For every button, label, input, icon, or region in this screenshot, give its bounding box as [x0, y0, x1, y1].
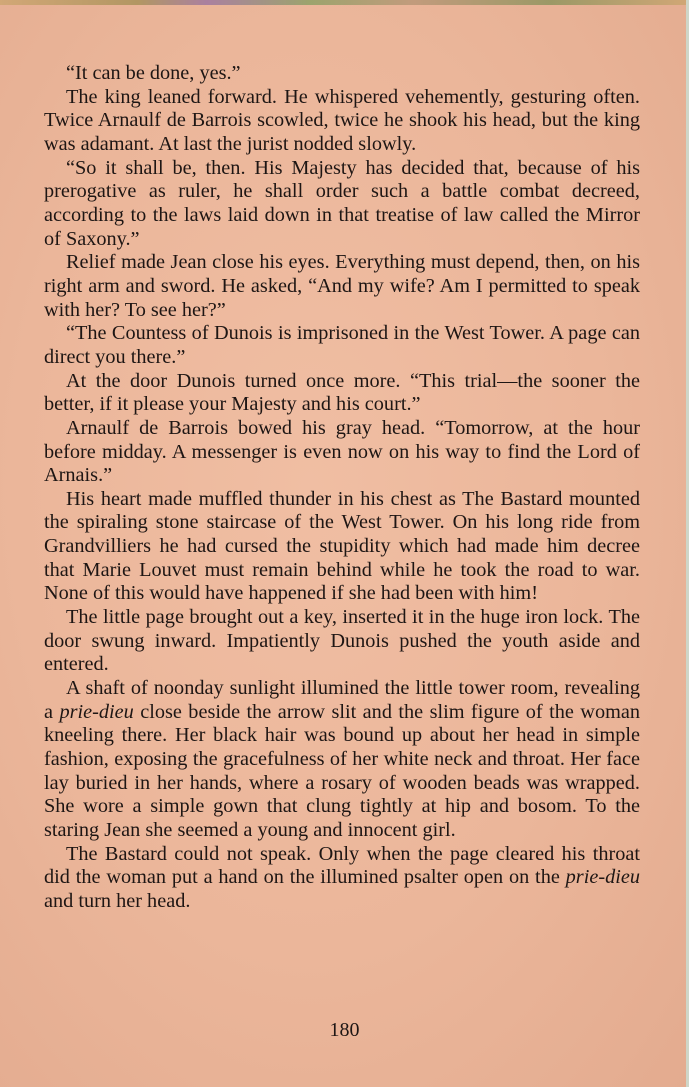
body-text: [44, 62, 640, 914]
italic-text: prie-dieu: [565, 866, 640, 889]
paragraph: [44, 251, 640, 322]
paragraph: [44, 606, 640, 677]
text-run: Arnaulf de Barrois bowed his gray head. “Tomorrow, at the hour before midday. A messenger is even now on his way to find the Lord of Arnais.”: [44, 416, 640, 487]
text-run: The Bastard could not speak. Only when the page cleared his throat did the woman put a hand on the illumined psalter open on the: [44, 842, 640, 889]
text-run: and turn her head.: [44, 889, 191, 912]
text-run: At the door Dunois turned once more. “This trial—the sooner the better, if it please your Majesty and his court.”: [44, 369, 640, 416]
text-run: “So it shall be, then. His Majesty has decided that, because of his prerogative as ruler, he shall order such a battle combat decreed, according to the laws laid down in that treatise of law called the Mirror of Saxony.”: [44, 156, 640, 250]
text-run: close beside the arrow slit and the slim figure of the woman kneeling there. Her black hair was bound up about her head in simple fashion, exposing the gracefulness of her white neck and throat. Her face lay buried in her hands, where a rosary of wooden beads was wrapped. She wore a simple gown that clung tightly at hip and bosom. To the staring Jean she seemed a young and innocent girl.: [44, 700, 641, 841]
text-run: “The Countess of Dunois is imprisoned in the West Tower. A page can direct you there.”: [44, 322, 640, 368]
page-top-edge: [0, 0, 689, 5]
paragraph: [44, 843, 640, 914]
text-run: His heart made muffled thunder in his chest as The Bastard mounted the spiraling stone staircase of the West Tower. On his long ride from Grandvilliers he had cursed the stupidity which had made him decree that Marie Louvet must remain behind while he took the road to war. None of this would have happened if she had been with him!: [44, 487, 640, 605]
paragraph: [44, 157, 640, 252]
text-run: A shaft of noonday sunlight illumined the little tower room, revealing a: [44, 677, 640, 723]
paragraph: [44, 417, 640, 488]
text-run: Relief made Jean close his eyes. Everything must depend, then, on his right arm and sword. He asked, “And my wife? Am I permitted to speak with her? To see her?”: [44, 251, 640, 321]
paragraph: [44, 62, 640, 86]
paragraph: [44, 322, 640, 369]
text-run: The little page brought out a key, inserted it in the huge iron lock. The door swung inward. Impatiently Dunois pushed the youth aside and entered.: [44, 606, 640, 676]
text-run: The king leaned forward. He whispered vehemently, gesturing often. Twice Arnaulf de Barrois scowled, twice he shook his head, but the king was adamant. At last the jurist nodded slowly.: [44, 85, 640, 155]
italic-text: prie-dieu: [59, 700, 134, 723]
text-run: “It can be done, yes.”: [66, 62, 241, 84]
paragraph: [44, 488, 640, 606]
paragraph: [44, 677, 640, 843]
paragraph: [44, 86, 640, 157]
paragraph: [44, 370, 640, 417]
page-number: 180: [329, 1019, 360, 1041]
